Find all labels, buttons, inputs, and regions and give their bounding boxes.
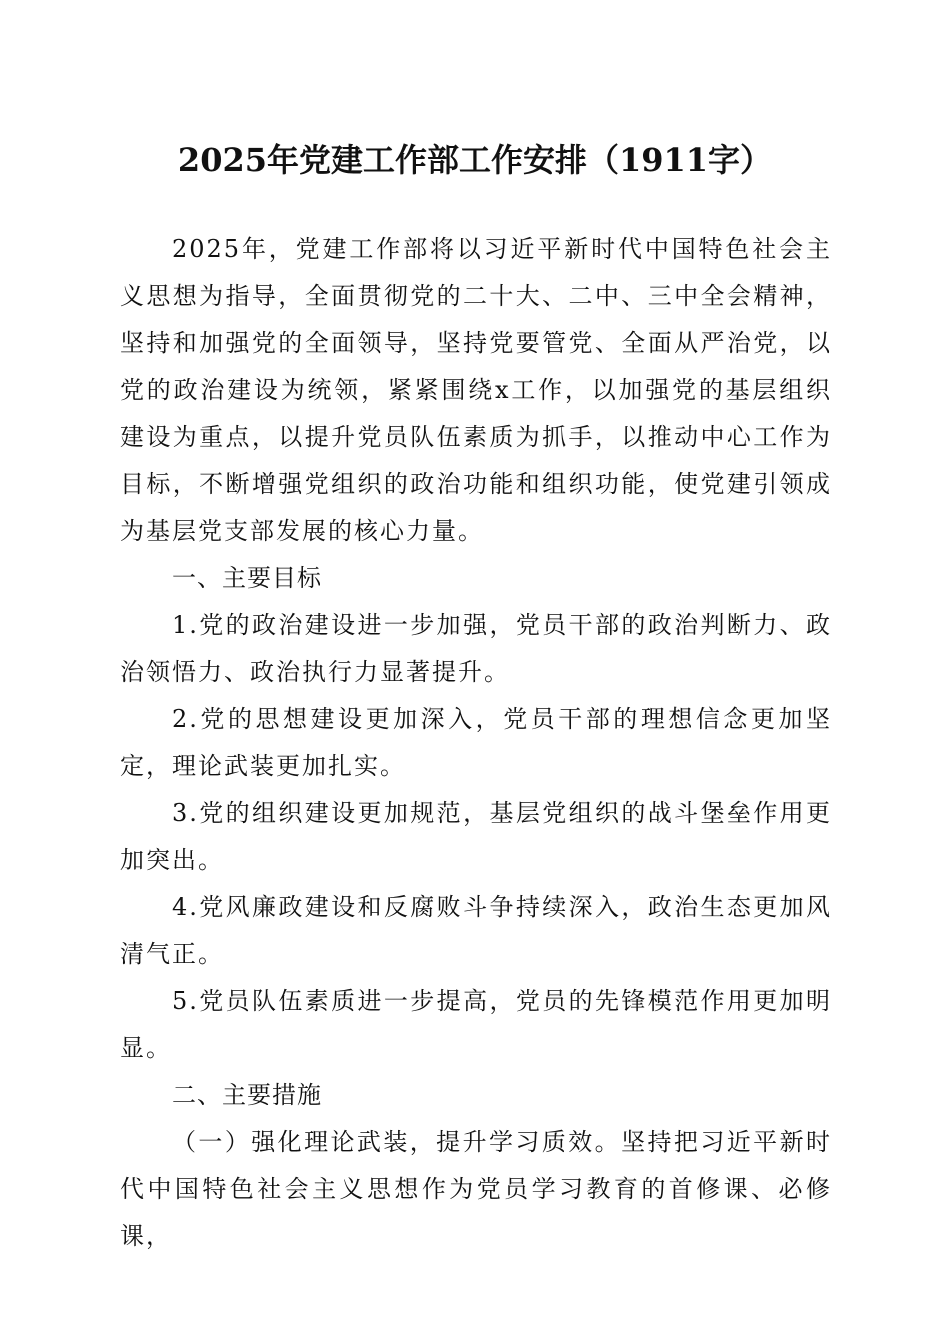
intro-paragraph: 2025年，党建工作部将以习近平新时代中国特色社会主义思想为指导，全面贯彻党的二十大、二中、三中全会精神，坚持和加强党的全面领导，坚持党要管党、全面从严治党，以党的政治建设为统领，紧紧围绕x工作，以加强党的基层组织建设为重点，以提升党员队伍素质为抓手，以推动中心工作为目标，不断增强党组织的政治功能和组织功能，使党建引领成为基层党支部发展的核心力量。 <box>120 235 832 545</box>
goal-item-1: 1.党的政治建设进一步加强，党员干部的政治判断力、政治领悟力、政治执行力显著提升。 <box>120 611 832 686</box>
measure-text-1: 坚持把习近平新时代中国特色社会主义思想作为党员学习教育的首修课、必修课， <box>120 1128 833 1250</box>
goal-item-4: 4.党风廉政建设和反腐败斗争持续深入，政治生态更加风清气正。 <box>120 893 832 968</box>
goal-item-2: 2.党的思想建设更加深入，党员干部的理想信念更加坚定，理论武装更加扎实。 <box>120 705 832 780</box>
measure-lead-1: （一）强化理论武装，提升学习质效。 <box>172 1128 622 1156</box>
measure-paragraph-1 <box>120 1119 832 1260</box>
goal-item-5: 5.党员队伍素质进一步提高，党员的先锋模范作用更加明显。 <box>120 987 832 1062</box>
document-title: 2025年党建工作部工作安排（1911字） <box>177 141 773 179</box>
section-heading-goals: 一、主要目标 <box>172 564 322 592</box>
section-heading-measures: 二、主要措施 <box>172 1081 322 1109</box>
document-body <box>120 226 832 1260</box>
goal-item-3: 3.党的组织建设更加规范，基层党组织的战斗堡垒作用更加突出。 <box>120 799 832 874</box>
